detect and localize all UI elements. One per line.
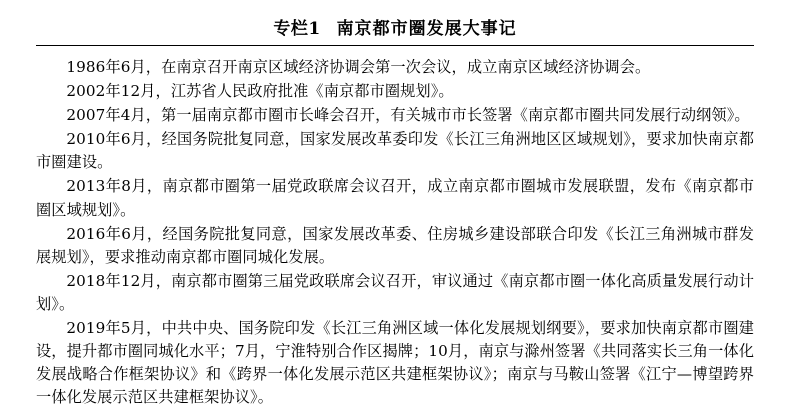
title-text: 南京都市圈发展大事记 bbox=[336, 19, 517, 39]
paragraph: 2013年8月，南京都市圈第一届党政联席会议召开，成立南京都市圈城市发展联盟，发布《南京都市圈区域规划》。 bbox=[36, 177, 754, 219]
paragraph: 1986年6月，在南京召开南京区域经济协调会第一次会议，成立南京区域经济协调会。 bbox=[66, 58, 651, 76]
paragraph: 2016年6月，经国务院批复同意，国家发展改革委、住房城乡建设部联合印发《长江三角洲城市群发展规划》，要求推动南京都市圈同城化发展。 bbox=[36, 224, 754, 266]
paragraph: 2019年5月，中共中央、国务院印发《长江三角洲区域一体化发展规划纲要》，要求加快南京都市圈建设，提升都市圈同城化水平；7月，宁淮特别合作区揭牌；10月，南京与滁州签署《共同落实长三角一体化发展战略合作框架协议》和《跨界一体化发展示范区共建框架协议》；南京与马鞍山签署《江宁—博望跨界一体化发展示范区共建框架协议》。 bbox=[36, 319, 754, 407]
title-divider bbox=[36, 45, 754, 46]
paragraph: 2007年4月，第一届南京都市圈市长峰会召开，有关城市市长签署《南京都市圈共同发展行动纲领》。 bbox=[66, 106, 750, 125]
page-title bbox=[36, 14, 754, 39]
paragraph: 2018年12月，南京都市圈第三届党政联席会议召开，审议通过《南京都市圈一体化高质量发展行动计划》。 bbox=[36, 271, 754, 313]
body-text bbox=[36, 56, 754, 409]
paragraph: 2010年6月，经国务院批复同意，国家发展改革委印发《长江三角洲地区区域规划》，要求加快南京都市圈建设。 bbox=[36, 130, 754, 172]
title-label: 专栏1 bbox=[273, 19, 321, 39]
paragraph: 2002年12月，江苏省人民政府批准《南京都市圈规划》。 bbox=[66, 82, 454, 101]
